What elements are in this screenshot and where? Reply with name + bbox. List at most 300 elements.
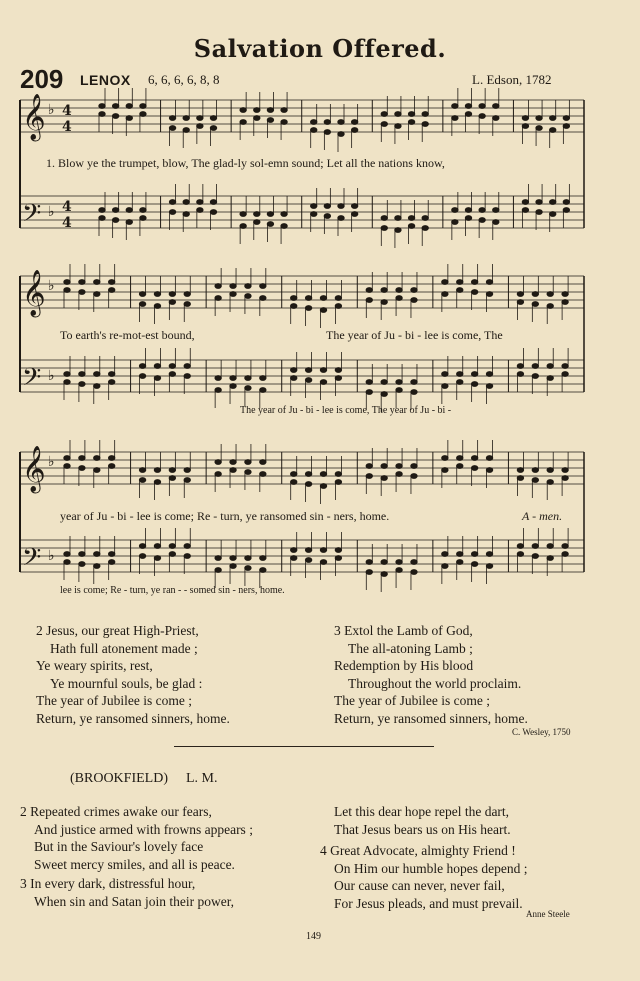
note-head xyxy=(562,292,568,297)
note-head xyxy=(184,478,190,483)
second-verse-4 xyxy=(320,842,527,912)
note-head xyxy=(215,568,221,573)
note-head xyxy=(210,126,216,131)
note-head xyxy=(479,208,485,213)
note-head xyxy=(442,468,448,473)
verse-line: Hath full atonement made ; xyxy=(50,640,198,656)
note-head xyxy=(79,280,85,285)
note-head xyxy=(305,472,311,477)
note-head xyxy=(366,298,372,303)
note-head xyxy=(154,292,160,297)
treble-clef-icon: 𝄞 xyxy=(22,270,46,316)
note-head xyxy=(140,104,146,109)
note-head xyxy=(381,560,387,565)
note-head xyxy=(254,116,260,121)
note-head xyxy=(126,220,132,225)
note-head xyxy=(517,544,523,549)
note-head xyxy=(457,380,463,385)
page-title: Salvation Offered. xyxy=(193,34,447,63)
verse-line: When sin and Satan join their power, xyxy=(34,893,235,909)
note-head xyxy=(154,364,160,369)
note-head xyxy=(457,372,463,377)
note-head xyxy=(452,104,458,109)
note-head xyxy=(140,208,146,213)
note-head xyxy=(79,456,85,461)
note-head xyxy=(532,478,538,483)
verse-line: Ye weary spirits, rest, xyxy=(36,658,153,673)
note-head xyxy=(79,552,85,557)
note-head xyxy=(457,280,463,285)
note-head xyxy=(230,556,236,561)
lyric-amen: A - men. xyxy=(522,509,563,523)
note-head xyxy=(291,480,297,485)
note-head xyxy=(395,112,401,117)
note-head xyxy=(320,548,326,553)
note-head xyxy=(267,108,273,113)
note-head xyxy=(281,120,287,125)
verse-line: Return, ye ransomed sinners, home. xyxy=(334,710,528,726)
note-head xyxy=(532,468,538,473)
note-head xyxy=(281,212,287,217)
note-head xyxy=(471,280,477,285)
note-head xyxy=(139,302,145,307)
note-head xyxy=(471,466,477,471)
note-head xyxy=(493,208,499,213)
note-head xyxy=(517,468,523,473)
note-head xyxy=(108,560,114,565)
lyric-line-2c: The year of Ju - bi - lee is come, The year of Ju - bi - xyxy=(240,405,452,416)
flat-icon: ♭ xyxy=(48,548,55,564)
note-head xyxy=(64,288,70,293)
composer: L. Edson, 1782 xyxy=(472,72,552,87)
note-head xyxy=(351,128,357,133)
note-head xyxy=(139,478,145,483)
note-head xyxy=(64,464,70,469)
note-head xyxy=(94,552,100,557)
note-head xyxy=(245,284,251,289)
note-head xyxy=(245,386,251,391)
note-head xyxy=(411,390,417,395)
note-head xyxy=(471,290,477,295)
note-head xyxy=(351,212,357,217)
note-head xyxy=(550,200,556,205)
note-head xyxy=(197,116,203,121)
note-head xyxy=(154,468,160,473)
note-head xyxy=(381,476,387,481)
note-head xyxy=(126,104,132,109)
note-head xyxy=(395,216,401,221)
verse-line: On Him our humble hopes depend ; xyxy=(334,860,528,876)
second-verse-2 xyxy=(20,803,253,873)
note-head xyxy=(291,368,297,373)
note-head xyxy=(465,104,471,109)
note-head xyxy=(240,108,246,113)
verse-line: Let this dear hope repel the dart, xyxy=(334,804,510,819)
note-head xyxy=(260,284,266,289)
note-head xyxy=(442,372,448,377)
note-head xyxy=(486,552,492,557)
section-divider xyxy=(174,746,434,747)
note-head xyxy=(536,116,542,121)
note-head xyxy=(183,200,189,205)
note-head xyxy=(465,112,471,117)
note-head xyxy=(64,280,70,285)
note-head xyxy=(139,374,145,379)
note-head xyxy=(562,468,568,473)
note-head xyxy=(215,376,221,381)
lyric-line-1: 1. Blow ye the trumpet, blow, The glad-ly sol-emn sound; Let all the nations know, xyxy=(46,156,445,170)
verse-line: Sweet mercy smiles, and all is peace. xyxy=(34,856,235,872)
note-head xyxy=(471,456,477,461)
note-head xyxy=(183,116,189,121)
note-head xyxy=(154,556,160,561)
note-head xyxy=(408,216,414,221)
note-head xyxy=(140,216,146,221)
verse-line: But in the Saviour's lovely face xyxy=(34,839,204,854)
note-head xyxy=(486,384,492,389)
note-head xyxy=(94,564,100,569)
note-head xyxy=(335,548,341,553)
note-head xyxy=(99,104,105,109)
note-head xyxy=(230,460,236,465)
verse-line: The year of Jubilee is come ; xyxy=(334,693,490,708)
note-head xyxy=(291,376,297,381)
note-head xyxy=(517,292,523,297)
note-head xyxy=(381,464,387,469)
note-head xyxy=(230,564,236,569)
bass-clef-icon: 𝄢 xyxy=(22,363,42,398)
note-head xyxy=(169,210,175,215)
note-head xyxy=(140,112,146,117)
note-head xyxy=(563,200,569,205)
note-head xyxy=(366,560,372,565)
note-head xyxy=(457,464,463,469)
note-head xyxy=(230,292,236,297)
note-head xyxy=(291,304,297,309)
note-head xyxy=(522,200,528,205)
verse-line: Redemption by His blood xyxy=(334,658,474,673)
note-head xyxy=(532,302,538,307)
note-head xyxy=(471,552,477,557)
note-head xyxy=(305,296,311,301)
note-head xyxy=(260,460,266,465)
verse-line: 3 In every dark, distressful hour, xyxy=(20,876,196,891)
note-head xyxy=(154,376,160,381)
note-head xyxy=(396,296,402,301)
note-head xyxy=(112,104,118,109)
note-head xyxy=(396,380,402,385)
note-head xyxy=(457,288,463,293)
note-head xyxy=(184,302,190,307)
note-head xyxy=(335,556,341,561)
note-head xyxy=(197,200,203,205)
note-head xyxy=(79,382,85,387)
note-head xyxy=(305,482,311,487)
note-head xyxy=(245,376,251,381)
note-head xyxy=(550,116,556,121)
note-head xyxy=(94,280,100,285)
note-head xyxy=(184,554,190,559)
note-head xyxy=(154,544,160,549)
note-head xyxy=(442,564,448,569)
note-head xyxy=(471,372,477,377)
note-head xyxy=(139,292,145,297)
note-head xyxy=(305,368,311,373)
note-head xyxy=(291,296,297,301)
note-head xyxy=(94,468,100,473)
note-head xyxy=(230,384,236,389)
note-head xyxy=(260,568,266,573)
treble-clef-icon: 𝄞 xyxy=(22,446,46,492)
note-head xyxy=(366,288,372,293)
note-head xyxy=(471,382,477,387)
lyric-line-3b: lee is come; Re - turn, ye ran - - somed sin - ners, home. xyxy=(60,585,285,596)
note-head xyxy=(471,562,477,567)
note-head xyxy=(183,128,189,133)
note-head xyxy=(184,544,190,549)
note-head xyxy=(291,472,297,477)
note-head xyxy=(245,470,251,475)
note-head xyxy=(442,292,448,297)
note-head xyxy=(411,560,417,565)
note-head xyxy=(291,556,297,561)
verse-line: And justice armed with frowns appears ; xyxy=(34,821,253,837)
note-head xyxy=(442,280,448,285)
note-head xyxy=(396,388,402,393)
time-signature-top: 4 xyxy=(62,199,72,215)
note-head xyxy=(320,472,326,477)
note-head xyxy=(411,288,417,293)
note-head xyxy=(184,374,190,379)
note-head xyxy=(324,214,330,219)
note-head xyxy=(338,216,344,221)
note-head xyxy=(112,114,118,119)
note-head xyxy=(154,304,160,309)
flat-icon: ♭ xyxy=(48,204,55,220)
note-head xyxy=(522,208,528,213)
verse-line: The year of Jubilee is come ; xyxy=(36,693,192,708)
note-head xyxy=(108,288,114,293)
note-head xyxy=(381,300,387,305)
note-head xyxy=(320,296,326,301)
note-head xyxy=(381,392,387,397)
note-head xyxy=(422,122,428,127)
verse-line: 2 Jesus, our great High-Priest, xyxy=(36,623,199,638)
note-head xyxy=(479,104,485,109)
note-head xyxy=(64,456,70,461)
note-head xyxy=(169,300,175,305)
note-head xyxy=(305,306,311,311)
note-head xyxy=(108,552,114,557)
note-head xyxy=(547,376,553,381)
note-head xyxy=(197,208,203,213)
note-head xyxy=(396,560,402,565)
note-head xyxy=(522,116,528,121)
note-head xyxy=(536,210,542,215)
note-head xyxy=(422,112,428,117)
note-head xyxy=(79,562,85,567)
note-head xyxy=(335,368,341,373)
note-head xyxy=(381,380,387,385)
note-head xyxy=(547,304,553,309)
verse-3 xyxy=(334,622,528,727)
note-head xyxy=(452,220,458,225)
page-number: 149 xyxy=(306,931,321,942)
note-head xyxy=(260,376,266,381)
note-head xyxy=(408,112,414,117)
note-head xyxy=(139,544,145,549)
note-head xyxy=(267,118,273,123)
note-head xyxy=(547,556,553,561)
note-head xyxy=(335,376,341,381)
note-head xyxy=(139,468,145,473)
note-head xyxy=(260,556,266,561)
meter: 6, 6, 6, 6, 8, 8 xyxy=(148,72,220,87)
second-tune-name: (BROOKFIELD) xyxy=(70,771,168,786)
note-head xyxy=(254,108,260,113)
note-head xyxy=(517,476,523,481)
flat-icon: ♭ xyxy=(48,454,55,470)
note-head xyxy=(108,372,114,377)
note-head xyxy=(366,464,372,469)
second-verse-3 xyxy=(20,875,234,910)
note-head xyxy=(108,456,114,461)
note-head xyxy=(320,368,326,373)
note-head xyxy=(169,364,175,369)
note-head xyxy=(112,218,118,223)
note-head xyxy=(335,472,341,477)
note-head xyxy=(532,374,538,379)
note-head xyxy=(108,380,114,385)
note-head xyxy=(291,548,297,553)
note-head xyxy=(411,298,417,303)
verse-line: Ye mournful souls, be glad : xyxy=(50,675,203,691)
note-head xyxy=(396,472,402,477)
note-head xyxy=(230,376,236,381)
note-head xyxy=(79,372,85,377)
note-head xyxy=(493,116,499,121)
note-head xyxy=(338,120,344,125)
time-signature-top: 4 xyxy=(62,103,72,119)
note-head xyxy=(442,384,448,389)
note-head xyxy=(305,548,311,553)
flat-icon: ♭ xyxy=(48,278,55,294)
note-head xyxy=(230,284,236,289)
note-head xyxy=(452,208,458,213)
note-head xyxy=(240,212,246,217)
note-head xyxy=(126,116,132,121)
note-head xyxy=(465,216,471,221)
note-head xyxy=(547,544,553,549)
note-head xyxy=(479,218,485,223)
note-head xyxy=(366,390,372,395)
note-head xyxy=(64,372,70,377)
note-head xyxy=(547,364,553,369)
note-head xyxy=(99,208,105,213)
note-head xyxy=(215,472,221,477)
note-head xyxy=(94,292,100,297)
verse-line: Return, ye ransomed sinners, home. xyxy=(36,710,230,726)
note-head xyxy=(183,212,189,217)
hymn-number: 209 xyxy=(20,64,64,94)
note-head xyxy=(139,364,145,369)
note-head xyxy=(197,124,203,129)
note-head xyxy=(396,568,402,573)
lyric-line-2a: To earth's re-mot-est bound, xyxy=(60,328,195,342)
second-verse-3-cont xyxy=(320,803,511,838)
note-head xyxy=(486,372,492,377)
note-head xyxy=(240,120,246,125)
note-head xyxy=(169,372,175,377)
note-head xyxy=(169,200,175,205)
note-head xyxy=(395,124,401,129)
note-head xyxy=(99,216,105,221)
note-head xyxy=(366,380,372,385)
flat-icon: ♭ xyxy=(48,102,55,118)
note-head xyxy=(517,300,523,305)
note-head xyxy=(411,380,417,385)
note-head xyxy=(532,292,538,297)
verse-line: Throughout the world proclaim. xyxy=(348,675,522,691)
note-head xyxy=(169,116,175,121)
note-head xyxy=(381,216,387,221)
note-head xyxy=(517,372,523,377)
note-head xyxy=(311,212,317,217)
note-head xyxy=(536,200,542,205)
note-head xyxy=(562,300,568,305)
note-head xyxy=(457,552,463,557)
note-head xyxy=(532,544,538,549)
note-head xyxy=(215,556,221,561)
verse-line: 2 Repeated crimes awake our fears, xyxy=(20,804,212,819)
note-head xyxy=(320,308,326,313)
note-head xyxy=(547,468,553,473)
verse-line: 3 Extol the Lamb of God, xyxy=(334,623,473,638)
note-head xyxy=(281,224,287,229)
note-head xyxy=(411,474,417,479)
note-head xyxy=(254,212,260,217)
note-head xyxy=(320,560,326,565)
note-head xyxy=(215,296,221,301)
note-head xyxy=(486,456,492,461)
note-head xyxy=(210,200,216,205)
note-head xyxy=(79,466,85,471)
note-head xyxy=(396,464,402,469)
note-head xyxy=(493,220,499,225)
note-head xyxy=(562,552,568,557)
note-head xyxy=(550,128,556,133)
note-head xyxy=(338,132,344,137)
note-head xyxy=(536,126,542,131)
note-head xyxy=(281,108,287,113)
credit-wesley: C. Wesley, 1750 xyxy=(512,727,571,737)
note-head xyxy=(184,468,190,473)
note-head xyxy=(245,294,251,299)
note-head xyxy=(169,126,175,131)
verse-line: For Jesus pleads, and must prevail. xyxy=(334,895,523,911)
note-head xyxy=(94,372,100,377)
lyric-line-2b: The year of Ju - bi - lee is come, The xyxy=(326,328,503,342)
note-head xyxy=(366,570,372,575)
second-tune-heading xyxy=(70,771,218,787)
note-head xyxy=(215,388,221,393)
note-head xyxy=(408,224,414,229)
note-head xyxy=(311,128,317,133)
note-head xyxy=(457,456,463,461)
note-head xyxy=(267,222,273,227)
verse-line: 4 Great Advocate, almighty Friend ! xyxy=(320,843,516,858)
note-head xyxy=(351,120,357,125)
